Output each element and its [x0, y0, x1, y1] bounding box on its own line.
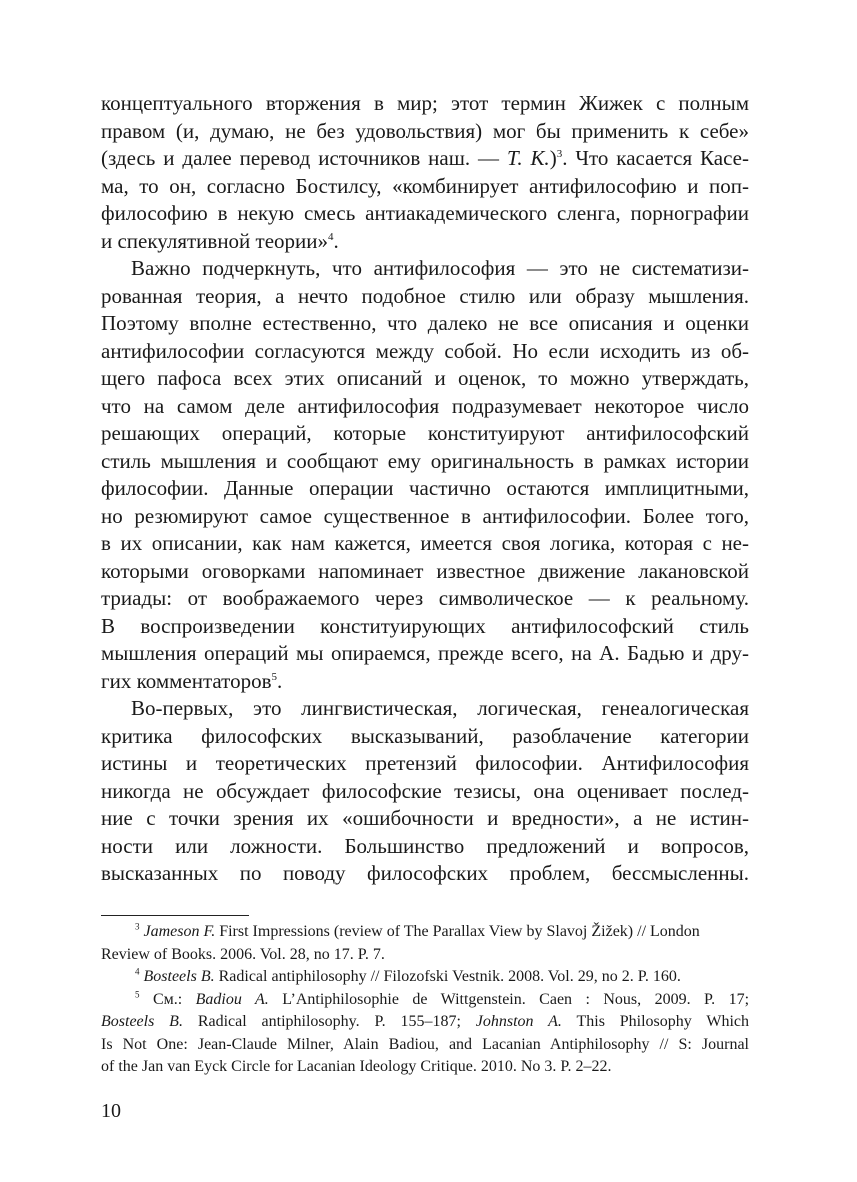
text-line: (здесь и далее перевод источников наш. — Т. К.)$^3$. Что касается Касе-	[101, 146, 749, 170]
footnote-divider	[101, 915, 249, 916]
text-line: триады: от воображаемого через символическое — к реальному.	[101, 586, 749, 610]
text-line: рованная теория, а нечто подобное стилю или образу мышления.	[101, 283, 749, 308]
footnotes	[101, 921, 749, 1079]
footnote-5-cont: of the Jan van Eyck Circle for Lacanian Ideology Critique. 2010. No 3. P. 2–22.	[101, 1058, 612, 1075]
footnote-5-cont: Bosteels B. Radical antiphilosophy. P. 155–187; Johnston A. This Philosophy Which	[101, 1013, 750, 1030]
text-line: в их описании, как нам кажется, имеется своя логика, которая с не-	[101, 531, 749, 555]
text-line: мышления операций мы опираемся, прежде всего, на А. Бадью и дру-	[101, 641, 749, 665]
text-line: ма, то он, согласно Бостилсу, «комбинирует антифилософию и поп-	[101, 173, 749, 198]
text-line: никогда не обсуждает философские тезисы, она оценивает послед-	[101, 778, 749, 803]
text-line: щего пафоса всех этих описаний и оценок, то можно утверждать,	[101, 366, 749, 390]
footnote-3: $^3$ Jameson F. First Impressions (review of The Parallax View by Slavoj Žižek) // London	[135, 921, 700, 940]
text-line: решающих операций, которые конституируют антифилософский	[101, 421, 749, 445]
text-line: правом (и, думаю, не без удовольствия) мог бы применить к себе»	[101, 118, 749, 143]
text-line: которыми оговорками напоминает известное движение лакановской	[101, 558, 749, 583]
text-line: Во-первых, это лингвистическая, логическая, генеалогическая	[131, 696, 749, 720]
text-line: истины и теоретических претензий философии. Антифилософия	[101, 751, 749, 775]
footnote-ref[interactable]: 3	[556, 148, 563, 160]
page-number: 10	[101, 1100, 121, 1122]
footnote-5: $^5$ См.: Badiou A. L’Antiphilosophie de Wittgenstein. Caen : Nous, 2009. P. 17;	[135, 989, 750, 1008]
text-line: что на самом деле антифилософия подразумевает некоторое число	[101, 393, 749, 418]
footnote-ref[interactable]: 4	[328, 230, 334, 243]
footnote-ref[interactable]: 5	[271, 670, 278, 683]
text-line: стиль мышления и сообщают ему оригинальность в рамках истории	[101, 448, 749, 473]
footnote-3-cont: Review of Books. 2006. Vol. 28, no 17. P. 7.	[101, 945, 385, 963]
text-line: гих комментаторов$^5$.	[101, 668, 283, 693]
text-line: ности или ложности. Большинство предложений и вопросов,	[101, 833, 749, 858]
text-line: антифилософии согласуются между собой. Но если исходить из об-	[101, 338, 749, 363]
footnote-5-cont: Is Not One: Jean-Claude Milner, Alain Badiou, and Lacanian Antiphilosophy // S: Journal	[101, 1035, 749, 1053]
text-line: философию в некую смесь антиакадемического сленга, порнографии	[101, 201, 749, 225]
text-line: критика философских высказываний, разоблачение категории	[101, 723, 749, 748]
main-text	[101, 90, 749, 888]
text-line: и спекулятивной теории»$^4$.	[101, 228, 339, 253]
text-line: Поэтому вполне естественно, что далеко не все описания и оценки	[101, 311, 749, 335]
text-line: Важно подчеркнуть, что антифилософия — это не систематизи-	[131, 256, 749, 280]
text-line: но резюмируют самое существенное в антифилософии. Более того,	[101, 503, 749, 528]
footnote-4: $^4$ Bosteels B. Radical antiphilosophy // Filozofski Vestnik. 2008. Vol. 29, no 2. P. 160.	[135, 966, 681, 985]
text-line: философии. Данные операции частично остаются имплицитными,	[101, 476, 749, 500]
text-line: высказанных по поводу философских проблем, бессмысленны.	[101, 861, 749, 885]
text-line: концептуального вторжения в мир; этот термин Жижек с полным	[101, 91, 749, 115]
text-line: ние с точки зрения их «ошибочности и вредности», а не истин-	[101, 806, 749, 830]
text-line: В воспроизведении конституирующих антифилософский стиль	[101, 613, 749, 638]
